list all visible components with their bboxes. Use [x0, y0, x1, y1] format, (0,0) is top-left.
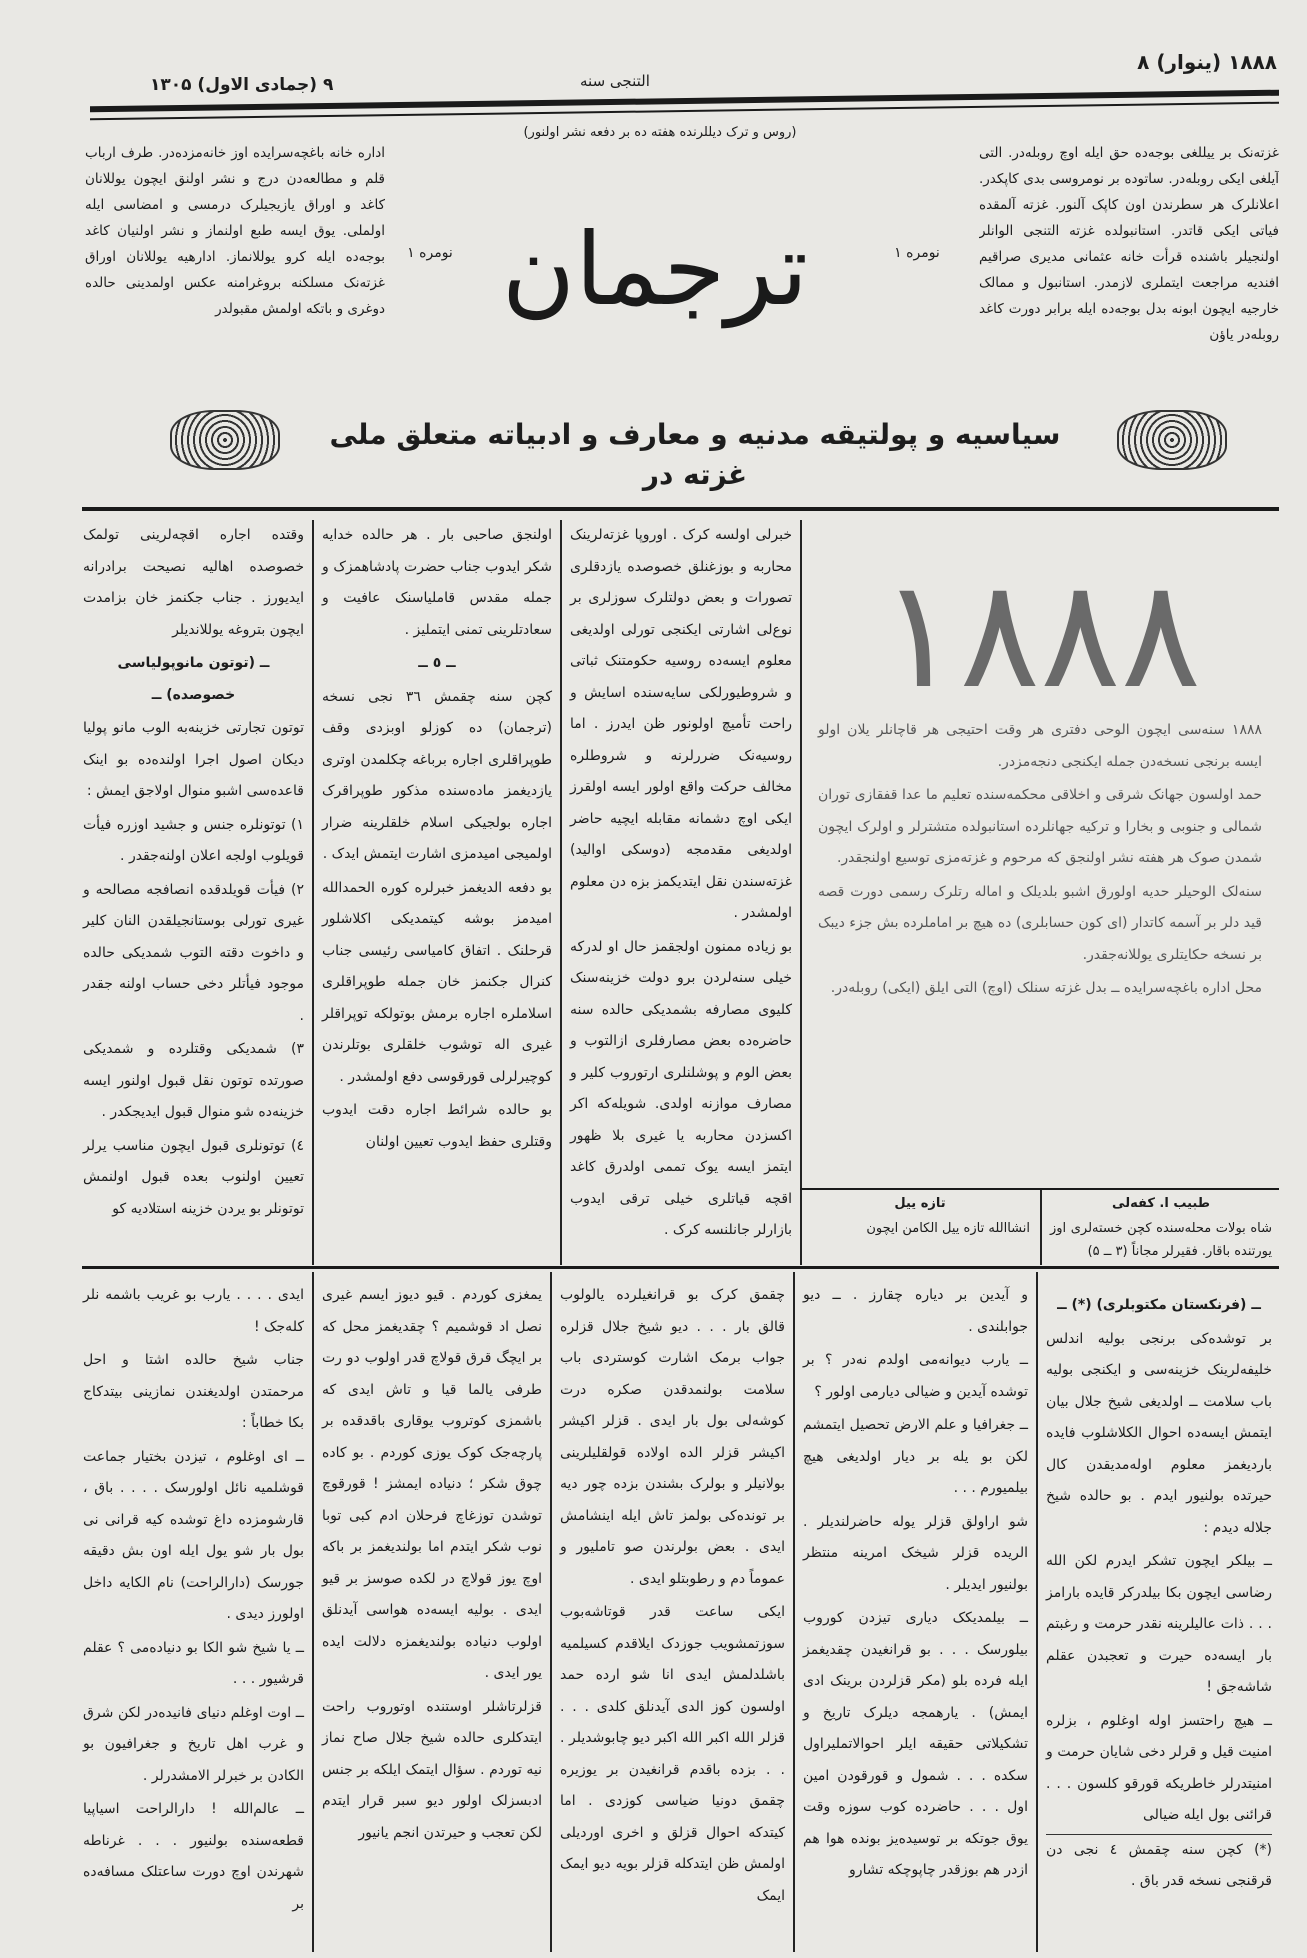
paragraph: سنه‌لک الوحیلر حدیه اولورق اشبو بلدیلک و اماله رتلرک رسمی دورت قصه قید دلر بر آسمه کاتدار (ای کون حسابلری) ده هیچ بر اماملرده بش جزء دیبک بر نسخه حکایتلری یوللانه‌جقدر. [818, 883, 1262, 963]
paragraph: بو حالده شرائط اجاره دقت ایدوب وقتلری حفظ ایدوب تعیین اولنان [322, 1102, 552, 1150]
feuilleton-column [795, 1280, 1036, 1955]
year-1888-banner: ۱۸۸۸ [878, 555, 1202, 715]
paragraph: وقتده اجاره اقچه‌لرینی تولمک خصوصده اهالیه نصیحت برادرانه ایدیورز . جناب جکنمز خان بزامدت ایچون بتروغه یوللاندیلر [83, 527, 304, 638]
paragraph: ــ یارب دیوانه‌می اولدم نه‌در ؟ بر توشده آیدین و ضیالی دیارمی اولور ؟ [803, 1352, 1028, 1400]
paragraph: ــ هیچ راحتسز اوله اوغلوم ، بزلره امنیت قیل و قرلر دخی شایان حرمت و امنیتدرلر خاطریکه قورقو کلسون . . . قرائنی بول ایله ضیالی [1046, 1712, 1272, 1823]
paragraph: حمد اولسون جهانک شرقی و اخلاقی محکمه‌سنده تعلیم ما عدا قفقازی توران شمالی و جنوبی و بخارا و ترکیه جهانلرده استانبولده متشترلر و اولرک ایچون شمدن صوک هر هفته نشر اولنجق که مرحوم و غزته‌مزی توسیع اولنجقدر. [818, 787, 1262, 866]
paragraph: ــ ای اوغلوم ، تیزدن بختیار جماعت قوشلمیه نائل اولورسک . . . . باق ، قارشومزده داغ توشده کیه قرانی نی بول بار شو یول ایله اون بش دقیقه جورسک (دارالراحت) نام الکایه داخل اولورز دیدی . [83, 1448, 304, 1622]
paragraph: بو دفعه الدیغمز خبرلره کوره الحمدالله امیدمز بوشه کیتمدیکی اکلاشلور قرحلنک . اتفاق کامیاسی رئیسی جناب کنرال جکنمز خان جمله طوپراقلری اسلاملره اجاره برمش بوتولکه توپراقلر غیری اله توشوب خلقلری بوتلرندن کوچیرلرلی قورقوسی دفع اولمشدر . [322, 879, 552, 1085]
paragraph: قزلرتاشلر اوستنده اوتوروب راحت ایتدکلری حالده شیخ جلال صاح نماز نیه توردم . سؤال ایتمک ایلکه بر جنس ادبسزلک اولور دیو سبر قرار ایتدم لکن تعجب و حیرتدن انجم یانیور [322, 1698, 542, 1841]
paragraph: ــ عالم‌الله ! دارالراحت اسیاپیا قطعه‌سنده بولنیور . . . غرناطه شهرندن اوچ دورت ساعتلک مسافه‌ده بر [83, 1801, 304, 1912]
newspaper-title-logo: ترجمان [501, 211, 809, 328]
paragraph: ۳) شمدیکی وقتلرده و شمدیکی صورتده توتون نقل قبول اولنور ایسه خزینه‌ده شو منوال قبول ایدیجکدر . [83, 1041, 304, 1120]
paragraph: اولنجق صاحبی بار . هر حالده خدایه شکر ایدوب جناب حضرت پادشاهمزک و جمله مقدس قاملیاسنک عافیت و سعادتلرینی تمنی ایتملیز . [322, 527, 552, 638]
notice-text: شاه بولات محله‌سنده کچن خسته‌لری اوز یورتنده باقار. فقیرلر مجاناً (۳ ــ ۵) [1050, 1221, 1272, 1259]
paragraph: کچن سنه چقمش ۳٦ نجی نسخه (ترجمان) ده کوزلو اوبزدی وقف طوپراقلری اجاره بر‌باغه چکلمدن اوتری یازدیغمز ماده‌سنده مذکور طوپراقرک اجاره بولجیکی اسلام خلقلرینه ضرار اولمیجی امیدمزی اشارت ایتمش ایدک . [322, 688, 552, 862]
paragraph: توتون تجارتی خزینه‌به الوب مانو پولیا دیکان اصول اجرا اولنده‌ده بو اینک قاعده‌سی اشبو منوال اولاجق ایمش : [83, 720, 304, 799]
article-column [562, 520, 800, 1265]
paragraph: چقمق کرک بو قرانغیلرده یالولوب قالق بار . . . دیو شیخ جلال قزلره جواب برمک اشارت کوستردی باب سلامت بولنمدقدن صکره درت کوشه‌لی بول بار ایدی . قزلر اکیشر اکیشر قزلر الده اولاده قولقلیلرینی بولانیلر و بولرک بشندن بزده چور دیه بر تونده‌کی بولمز تاش ایله اینشامش ایدی . بعض بولرندن صو تاملیور و عموماً دم و رطوبتلو ایدی . [560, 1287, 785, 1587]
feuilleton-column [552, 1280, 793, 1955]
paragraph: و آیدین بر دیاره چقارز . ــ دیو جوابلندی . [803, 1287, 1028, 1335]
notice-rule [800, 1188, 1279, 1190]
feuilleton-europe-letters [1038, 1290, 1280, 1955]
masthead-rule [82, 507, 1279, 511]
paragraph: ــ بیلکر ایچون تشکر ایدرم لکن الله رضاسی ایچون بکا بیلدرکر قایده بارامز . . . ذات عالیلرینه نقدر حرمت و رغبتم بار ایسه‌ده حیرت و تعجبدن عقلم شاشه‌جق ! [1046, 1553, 1272, 1695]
paragraph: یمغزی کوردم . قیو دیوز ایسم غیری نصل اد قوشمیم ؟ چقدیغمز محل که بر ایچگ قرق قولاچ قدر اولوب دو رت طرفی یالما قیا و تاش ایدی که باشمزی کوتروب یوقاری باقدقده بر پارچه‌جک کوک یوزی کوردم . بو کاده چوق شکر ؛ دنیاده ایمشز ! قورقوچ توشدن توزغاچ فرحلان ادم کبی توبا نوب شکر ایتدم اما بولندیغمز بر باکه اوچ یوز قولاچ در لکده صوسز بر قیو ایدی . بولیه ایسه‌ده هواسی آیدنلق اولوب دنیاده بولندیغمزه دلالت ایده یور ایدی . [322, 1287, 542, 1681]
ornament-icon [1117, 410, 1227, 470]
masthead-motto: سیاسیه و پولتیقه مدنیه و معارف و ادبیاته متعلق ملی غزته در [329, 418, 1061, 491]
notice-text: انشاالله تازه ییل الکامن ایچون [866, 1221, 1030, 1236]
paragraph: ــ جغرافیا و علم الارض تحصیل ایتمشم لکن بو یله بر دیار اولدیغی هیچ بیلمیورم . . . [803, 1417, 1028, 1496]
paragraph: ایکی ساعت قدر قوتاشه‌بوب سوزتمشویب جوزدک ایلاقدم کسیلمیه باشلدلمش ایدی انا شو ارده حمد اولسون کوز الدی آیدنلق کلدی . . . قزلر الله اکبر الله اکبر دیو چابوشدیلر . . . بزده باقدم قرانغیدن بر یوزیره چقمق دونیا ضیاسی کوزدی . اما کیتدکه احوال قزلق و اخری اوردیلی اولمش ظن ایتدکله قزلر بویه دیو ایمک ایمک [560, 1604, 785, 1904]
notice-title: طبیب ا. کفه‌لی [1112, 1196, 1210, 1211]
issue-number-left: نومره ۱ [407, 245, 453, 261]
doctor-notice [1042, 1192, 1280, 1264]
tobacco-monopoly-article [75, 520, 312, 1265]
masthead-subtitle: (روس و ترک دیللرنده هفته ده بر دفعه نشر اولنور) [523, 125, 797, 140]
paragraph: ۱۸۸۸ سنه‌سی ایچون الوحی دفتری هر وقت احتیجی هر قاچانلر یلان اولو ایسه برنجی نسخه‌دن جمله ایکنجی دنجه‌مزدر. [818, 722, 1262, 770]
paragraph: ٤) توتونلری قبول ایچون مناسب یرلر تعیین اولنوب بعده قبول اولنمش توتونلر بو یردن خزینه استلادیه کو [83, 1137, 304, 1217]
paragraph: بر توشده‌کی برنجی بولیه اندلس خلیفه‌لرینک خزینه‌سی و ایکنجی بولیه باب سلامت ــ اولدیغی شیخ جلال بیان ایتمش ایسه‌ده احوال الکلاشلوب فایده باردیغمز معلوم اوله‌مدیقدن کال حیرتده بولنیور ایدم . بو حالده شیخ جلاله دیدم : [1046, 1330, 1272, 1536]
paragraph: خبرلی اولسه کرک . اوروپا غزته‌لرینک محاربه و بوزغنلق خصوصده یازدقلری تصورات و بعض دولتلرک سوزلری بر نوع‌لی اشارتی ایکنجی تورلی اولدیغی معلوم ایسه‌ده روسیه حکومتنک ثباتی و شروطیورلکی سایه‌سنده اسایش و راحت تأمیچ اولونور ظن ایدرز . اما روسیه‌نک ضررلرنه و شروطلره مخالف حرکت واقع اولور ایسه اولقرز ایکی اوچ دشمانه مقابله ایچیه حاضر اولدیغی مقدمجه (دوسکی اوالید) غزته‌سندن نقل ایتدیکمز بزه دن معلوم اولمشدر . [570, 527, 792, 921]
issue-number-right: نومره ۱ [894, 245, 940, 261]
editorial-info: اداره خانه باغچه‌سرایده اوز خانه‌مزده‌در. طرف ارباب قلم و مطالعه‌دن درج و نشر اولنق ایچون یوللانان کاغد و اوراق یازیجیلرک درمسی و امضاسی ایله اولملی. یوق ایسه طبع اولنماز و نشر اولنیان کاغد بوجه‌ده ایله کرو یوللانماز. ادارهیه یوللانان اوراق غزته‌نک مسلکنه بروغرامنه عکس اولمدینی حالده دوغری و باتکه اولمش مقبولدر [85, 145, 385, 317]
notice-title: تازه ییل [894, 1196, 946, 1211]
paragraph: ایدی . . . . یارب بو غریب باشمه نلر کله‌جک ! [83, 1287, 304, 1335]
article-column [314, 520, 560, 1265]
feuilleton-column [75, 1280, 312, 1955]
paragraph: ۱) توتونلره جنس و جشید اوزره فیأت قویلوب اولجه اعلان اولنه‌جقدر . [83, 816, 304, 864]
ornament-icon [170, 410, 280, 470]
paragraph: بو زیاده ممنون اولجقمز حال او لدرکه خیلی سنه‌لردن برو دولت خزینه‌سنک کلیوی مصارفه بشمدیکی حالده سنه حاضره‌ده بعض مصارفلری ازالتوب و بعض الوم و پوشلنلری ارتوروب کلیر و مصارف موازنه اولدی. شویله‌که اکر اکسزدن محاربه یا غیری بلا ظهور ایتمز ایسه یوک تممی اولدرق کاغد اقچه قیاتلری خیلی ترقی ایدوب بازارلر جانلنسه کرک . [570, 938, 792, 1238]
paragraph: شو اراولق قزلر یوله حاضرلندیلر . الریده قزلر شیخک امرینه منتظر بولنیور ایدیلر . [803, 1513, 1028, 1593]
article-1888-calendar [810, 715, 1270, 1185]
paragraph: محل اداره باغچه‌سرایده ــ بدل غزته سنلک (اوچ) التی ایلق (ایکی) روبله‌در. [830, 980, 1262, 996]
year-label: التنجی سنه [580, 72, 650, 90]
paragraph: ــ اوت اوغلم دنیای فانیده‌در لکن شرق و غرب اهل تاریخ و جغرافیون بو الکادن بر خبرلر الامشدرلر . [83, 1704, 304, 1784]
article-heading: ــ (توتون مانوپولیاسی خصوصده) ــ [117, 655, 270, 703]
subscription-info: غزته‌نک بر ییللغی بوجه‌ده حق ایله اوچ روبله‌در. التی آیلغی ایکی روبله‌در. ساتوده بر نومروسی بدی کاپکدر. اعلانلرک هر سطرندن اون کاپک آلنور. غزته آلمقده فیاتی ایکی قاتدر. استانبولده غزته التنجی الوانلر اولنجیلر باشنده قرأت خانه عثمانی مدیری صراقیم افندیه مراجعت ایتملری لازمدر. استانبول و ممالک خارجیه ایچون ابونه بدل بوجه‌ده ایله برابر دورت کاغد روبله‌در یاؤن [979, 145, 1279, 343]
separator: ــ ٥ ــ [418, 655, 456, 671]
paragraph: جناب شیخ حالده اشتا و احل مرحمتدن اولدیغندن نمازینی بیتدکاج بکا خطاباً : [83, 1352, 304, 1431]
new-year-notice [802, 1192, 1038, 1264]
gregorian-date: ۱۸۸۸ (ینوار) ۸ [1137, 50, 1277, 74]
article-heading: ــ (فرنکستان مکتوبلری) (*) ــ [1057, 1297, 1261, 1313]
paragraph: ۲) فیأت قویلدقده انصافجه مصالحه و غیری تورلی بوستانجیلقدن النان کلیر و داخوت دقته التوب شمدیکی حالده موجود فیأتلر دخی حساب اولنه جقدر . [83, 881, 304, 1024]
feuilleton-column [314, 1280, 550, 1955]
paragraph: ــ یا شیخ شو الکا بو دنیاده‌می ؟ عقلم قرشیور . . . [83, 1639, 304, 1687]
column-divider [800, 520, 802, 1265]
section-rule [82, 1266, 1279, 1269]
paragraph: ــ بیلمدیکک دیاری تیزدن کوروب بیلورسک . . . بو قرانغیدن چقدیغمز ایله فرده بلو (مکر قزلردن برینک ادی ایمش) . یارهمجه دیلرک تاریخ و تشکیلاتی حقیقه ایلر احوالاتملیراول سکده . . . شمول و قورقودن امین اول . . . حاضرده کوب سوزه وقت یوق جوتکه بر توسیده‌یز بونده هوا هم ازدر هم بوزقدر چاپوچکه تشارو [803, 1610, 1028, 1878]
footnote: (*) کچن سنه چقمش ٤ نجی دن قرقنجی نسخه قدر باق . [1046, 1834, 1272, 1898]
hijri-date: ۹ (جمادی الاول) ۱۳۰۵ [150, 75, 334, 95]
